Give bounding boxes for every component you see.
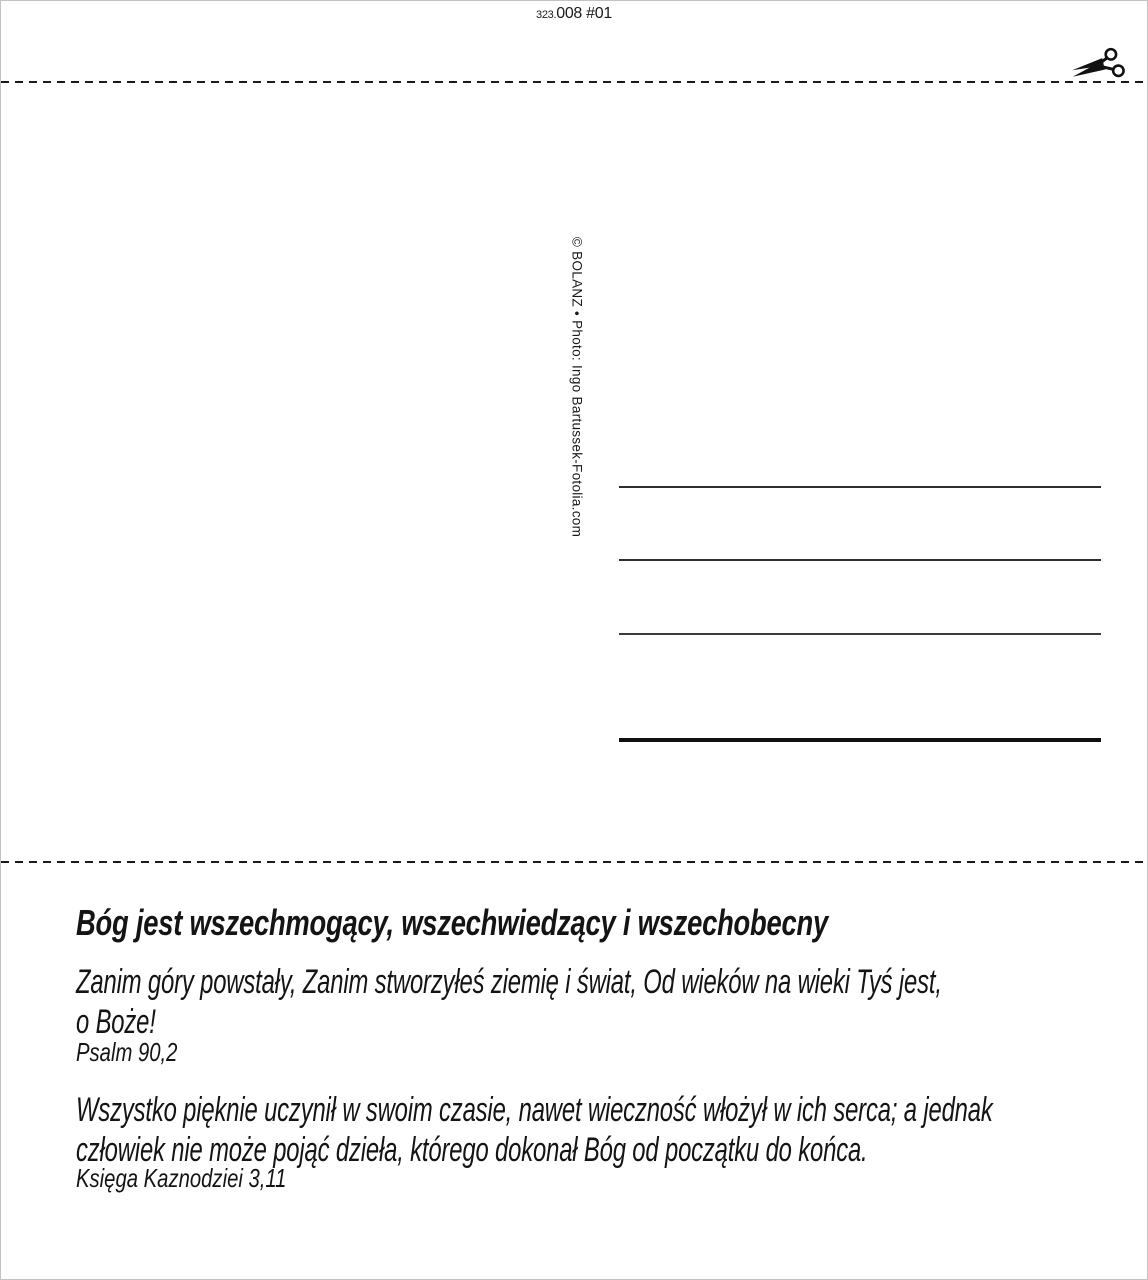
product-code — [1, 5, 1147, 23]
verse-reference: Księga Kaznodziei 3,11 — [76, 1163, 287, 1193]
scissors-icon — [1069, 44, 1127, 92]
verse-line: Wszystko pięknie uczynił w swoim czasie, nawet wieczność włożył w ich serca; a jednak — [76, 1091, 993, 1129]
photo-credit: © BOLANZ • Photo: Ingo Bartussek-Fotolia.com — [569, 236, 585, 538]
verse-line: Zanim góry powstały, Zanim stworzyłeś ziemię i świat, Od wieków na wieki Tyś jest, — [76, 963, 942, 1001]
verse-line: człowiek nie może pojąć dzieła, którego dokonał Bóg od początku do końca. — [76, 1131, 868, 1169]
address-line — [619, 486, 1101, 488]
product-code-number: 008 #01 — [556, 5, 612, 22]
cut-line-top — [1, 81, 1147, 83]
address-line — [619, 559, 1101, 561]
cut-line-bottom — [1, 861, 1147, 863]
verse-reference: Psalm 90,2 — [76, 1037, 178, 1067]
address-line-bold — [619, 738, 1101, 742]
card-heading: Bóg jest wszechmogący, wszechwiedzący i wszechobecny — [76, 902, 828, 943]
product-code-prefix: 323. — [536, 9, 557, 21]
verse-line: o Boże! — [76, 1003, 156, 1041]
address-line — [619, 633, 1101, 635]
